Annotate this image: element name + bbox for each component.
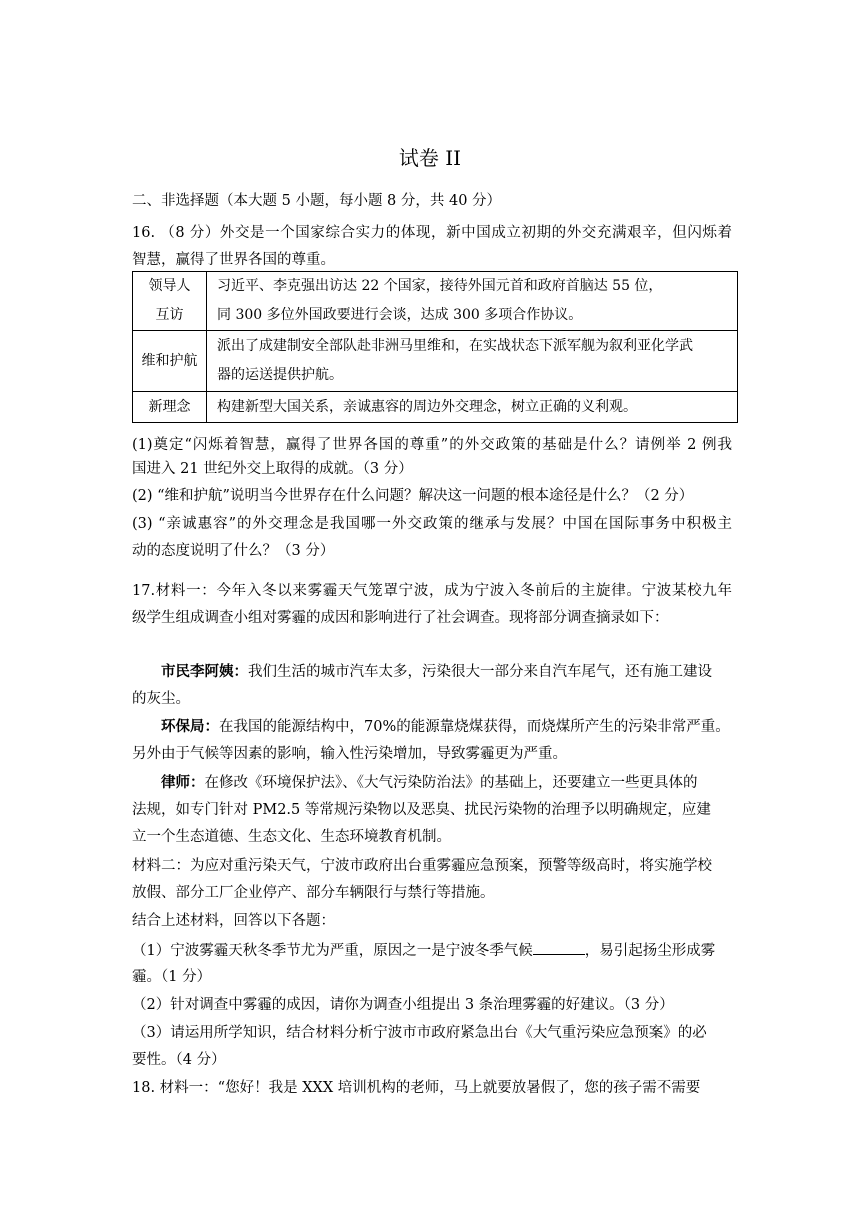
q17-sub1-line-1: （1）宁波雾霾天秋冬季节尤为严重，原因之一是宁波冬季气候 ，易引起扬尘形成雾 <box>132 940 732 961</box>
q18-material1-line-1: 18. 材料一：“您好！我是 XXX 培训机构的老师，马上就要放暑假了，您的孩子需不需要 <box>132 1080 701 1096</box>
table-value-cell: 派出了成建制安全部队赴非洲马里维和，在实战状态下派军舰为叙利亚化学武 器的运送提供护航。 <box>207 331 738 392</box>
q16-diplomacy-table <box>132 271 738 423</box>
q16-intro-line-1: 16. （8 分）外交是一个国家综合实力的体现，新中国成立初期的外交充满艰辛，但闪烁着 <box>132 225 732 241</box>
table-row <box>133 331 738 392</box>
q16-sub3-line-2: 动的态度说明了什么？（3 分） <box>132 543 335 559</box>
q17-material2-line-2: 放假、部分工厂企业停产、部分车辆限行与禁行等措施。 <box>132 885 495 901</box>
q17-resident-line-2: 的灰尘。 <box>132 691 190 707</box>
speaker-label: 律师： <box>161 774 205 791</box>
q17-resident-line-1: 市民李阿姨：我们生活的城市汽车太多，污染很大一部分来自汽车尾气，还有施工建设 <box>161 663 712 680</box>
q16-intro-line-2: 智慧，赢得了世界各国的尊重。 <box>132 252 335 268</box>
q17-sub3-line-1: （3）请运用所学知识，结合材料分析宁波市市政府紧急出台《大气重污染应急预案》的必 <box>132 1025 707 1041</box>
answer-blank[interactable] <box>533 940 585 955</box>
speaker-label: 市民李阿姨： <box>161 663 248 680</box>
table-label-cell: 维和护航 <box>133 331 207 392</box>
q16-sub2: (2) “维和护航”说明当今世界存在什么问题？解决这一问题的根本途径是什么？（2 分） <box>132 488 694 504</box>
table-row <box>133 272 738 331</box>
q17-prompt: 结合上述材料，回答以下各题： <box>132 913 335 929</box>
table-label-cell: 新理念 <box>133 392 207 423</box>
q17-material1-line-1: 17.材料一：今年入冬以来雾霾天气笼罩宁波，成为宁波入冬前后的主旋律。宁波某校九年 <box>132 583 732 599</box>
q17-sub2: （2）针对调查中雾霾的成因，请你为调查小组提出 3 条治理雾霾的好建议。（3 分） <box>132 997 674 1013</box>
section-heading: 二、非选择题（本大题 5 小题，每小题 8 分，共 40 分） <box>132 193 502 209</box>
q17-lawyer-line-2: 法规，如专门针对 PM2.5 等常规污染物以及恶臭、扰民污染物的治理予以明确规定，应建 <box>132 802 711 818</box>
q16-sub1-line-1: (1)奠定“闪烁着智慧，赢得了世界各国的尊重”的外交政策的基础是什么？请例举 2 例我 <box>132 437 732 453</box>
q16-sub3-line-1: (3) “亲诚惠容”的外交理念是我国哪一外交政策的继承与发展？中国在国际事务中积极主 <box>132 516 732 532</box>
q17-sub3-line-2: 要性。（4 分） <box>132 1052 226 1068</box>
q17-material2-line-1: 材料二：为应对重污染天气，宁波市政府出台重雾霾应急预案，预警等级高时，将实施学校 <box>132 858 712 874</box>
table-value-cell: 习近平、李克强出访达 22 个国家，接待外国元首和政府首脑达 55 位， 同 300 多位外国政要进行会谈，达成 300 多项合作协议。 <box>207 272 738 331</box>
q17-material1-line-2: 级学生组成调查小组对雾霾的成因和影响进行了社会调查。现将部分调查摘录如下： <box>132 610 669 626</box>
q17-lawyer-line-3: 立一个生态道德、生态文化、生态环境教育机制。 <box>132 829 451 845</box>
q17-sub1-line-2: 霾。（1 分） <box>132 969 212 985</box>
speaker-label: 环保局： <box>161 718 219 735</box>
table-row <box>133 392 738 423</box>
q17-lawyer-line-1: 律师：在修改《环境保护法》、《大气污染防治法》的基础上，还要建立一些更具体的 <box>161 774 698 791</box>
q17-epb-line-1: 环保局：在我国的能源结构中，70%的能源靠烧煤获得，而烧煤所产生的污染非常严重。 <box>161 718 730 735</box>
table-value-cell: 构建新型大国关系，亲诚惠容的周边外交理念，树立正确的义利观。 <box>207 392 738 423</box>
q17-epb-line-2: 另外由于气候等因素的影响，输入性污染增加，导致雾霾更为严重。 <box>132 746 567 762</box>
q16-sub1-line-2: 国进入 21 世纪外交上取得的成就。（3 分） <box>132 461 413 477</box>
paper-title: 试卷 II <box>398 146 462 170</box>
table-label-cell: 领导人 互访 <box>133 272 207 331</box>
